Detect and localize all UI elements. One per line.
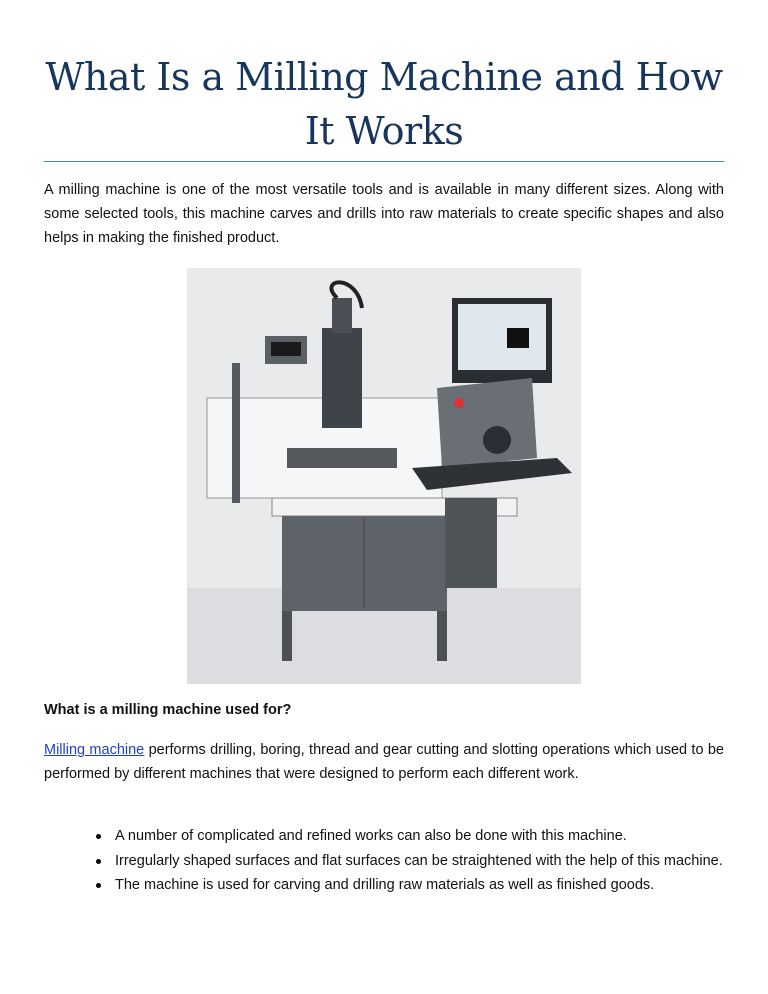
page-title: What Is a Milling Machine and How It Works <box>45 55 723 153</box>
uses-paragraph <box>44 738 724 786</box>
uses-list <box>96 824 724 898</box>
list-item: The machine is used for carving and drilling raw materials as well as finished goods. <box>96 873 724 898</box>
list-item: Irregularly shaped surfaces and flat surfaces can be straightened with the help of this machine. <box>96 849 724 874</box>
milling-machine-photo <box>187 268 581 684</box>
list-item: A number of complicated and refined works can also be done with this machine. <box>96 824 724 849</box>
title-underline <box>44 161 724 162</box>
uses-paragraph-text: performs drilling, boring, thread and gear cutting and slotting operations which used to be performed by different machines that were designed to perform each different work. <box>44 742 724 782</box>
milling-machine-link[interactable]: Milling machine <box>44 742 145 758</box>
intro-paragraph: A milling machine is one of the most versatile tools and is available in many different sizes. Along with some selected tools, this machine carves and drills into raw materials to create specific shapes and also helps in making the finished product. <box>44 182 724 246</box>
section-heading: What is a milling machine used for? <box>44 702 292 718</box>
